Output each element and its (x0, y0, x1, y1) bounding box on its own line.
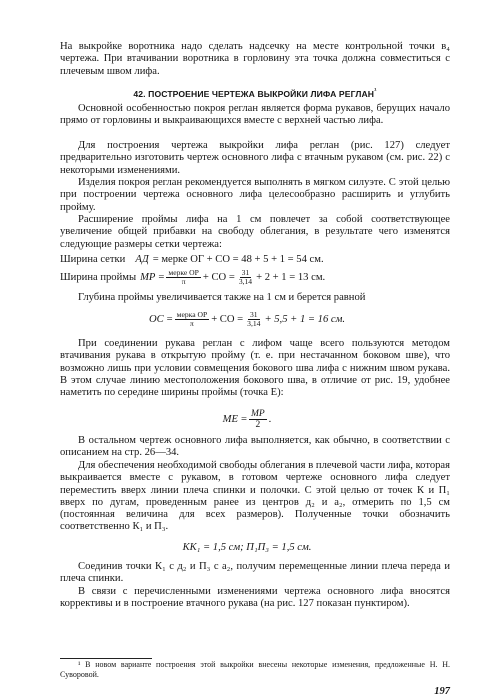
formula-rhs: + 5,5 + 1 = 16 см. (264, 313, 346, 325)
fraction-denominator: π (181, 277, 186, 286)
paragraph-remaining-drawing: В остальном чертеж основного лифа выполняется, как обычно, в соответствии с описанием на стр. 26—34. (60, 435, 450, 459)
fraction-numerator: 31 (241, 268, 250, 277)
fraction-value (245, 311, 262, 328)
formula-armhole-width (60, 269, 325, 286)
paragraph-silhouette: Изделия покроя реглан рекомендуется выполнять в мягком силуэте. С этой целью при построении чертежа основного лифа целесообразно расширить и углубить пройму. (60, 177, 450, 213)
formula-mid: + СО = (202, 271, 235, 283)
section-title: ПОСТРОЕНИЕ ЧЕРТЕЖА ВЫКРОЙКИ ЛИФА РЕГЛАН (148, 88, 375, 99)
paragraph-shoulder-move: Для обеспечения необходимой свободы облегания в плечевой части лифа, которая выкраивается вместе с рукавом, в готовом чертеже основного лифа следует переместить вверх линии плеча спинки и полочки. С этой целью от точек К и П₁ вверх по дугам, проведенным ранее из центров д₂ и а₂, отмерить по 1,5 см (постоянная величина для всех размеров). Полученные точки обозначить соответственно К₁ и П₃. (60, 460, 450, 533)
formula-armhole-depth (0, 311, 494, 328)
section-heading (60, 87, 450, 99)
fraction-denominator: 2 (255, 420, 261, 430)
footnote-mark: ¹ (374, 87, 377, 95)
formula-eq: = (158, 271, 165, 283)
paragraph-sleeve-corrections: В связи с перечисленными изменениями чертежа основного лифа вносятся коррективы и в построение втачного рукава (на рис. 127 показан пунктиром). (60, 586, 450, 610)
fraction-denominator: 3,14 (247, 319, 261, 328)
fraction-numerator: МР (250, 409, 265, 419)
fraction-numerator: мерке ОР (168, 268, 199, 277)
fraction-denominator: π (190, 319, 194, 328)
fraction-numerator: 31 (250, 310, 258, 319)
formula-points (0, 542, 494, 554)
paragraph-collar: На выкройке воротника надо сделать надсечку на месте контрольной точки в₄ чертежа. При втачивании воротника в горловину эта точка должна совместиться с плечевым швом лифа. (60, 41, 450, 77)
fraction-numerator: мерка ОР (176, 310, 208, 319)
formula-rhs: + 2 + 1 = 13 см. (256, 271, 326, 283)
page-number: 197 (434, 686, 450, 697)
formula-lhs: АД (135, 254, 149, 265)
formula-eq: = (166, 313, 173, 325)
paragraph-armhole-widening: Расширение проймы лифа на 1 см повлечет за собой соответствующее увеличение общей прибавки на свободу облегания, в результате чего изменятся следующие размеры сетки чертежа: (60, 214, 450, 250)
formula-text: КК₁ = 1,5 см; П₁П₃ = 1,5 см. (182, 542, 312, 553)
formula-rhs: . (268, 413, 272, 425)
paragraph-raglan-intro: Основной особенностью покроя реглан является форма рукавов, берущих начало прямо от горловины и выкраивающихся вместе с верхней частью лифа. (60, 103, 450, 127)
formula-mid: + СО = (211, 313, 244, 325)
formula-lhs: ОС (148, 313, 164, 325)
section-number: 42. (133, 88, 146, 99)
fraction-measure (175, 311, 210, 328)
formula-lhs: МР (140, 271, 156, 283)
formula-lead: Ширина проймы (60, 271, 137, 283)
fraction-value (237, 269, 254, 286)
formula-lead: Ширина сетки (60, 254, 126, 265)
formula-grid-width (60, 254, 324, 266)
formula-lhs: МЕ (222, 413, 238, 425)
paragraph-sleeve-joining: При соединении рукава реглан с лифом чаще всего пользуются методом втачивания рукава в открытую пройму (т. е. при нестачанном боковом шве), что возможно лишь при условии совмещения бокового шва лифа с нижним швом рукава. В этом случае линию местоположения бокового шва, в отличие от рис. 19, удобнее наметить по середине ширины проймы (точка Е): (60, 338, 450, 399)
footnote-divider (60, 658, 152, 659)
footnote: ¹ В новом варианте построения этой выкройки внесены некоторые изменения, предложенные Н. Н. Суворовой. (60, 660, 450, 679)
paragraph-armhole-depth: Глубина проймы увеличивается также на 1 см и берется равной (78, 292, 366, 303)
fraction-denominator: 3,14 (238, 277, 253, 286)
paragraph-connect-points: Соединив точки К₁ с д₂ и П₃ с а₂, получим перемещенные линии плеча переда и плеча спинки. (60, 561, 450, 585)
formula-eq: = (240, 413, 247, 425)
formula-rhs: = мерке ОГ + СО = 48 + 5 + 1 = 54 см. (152, 254, 324, 265)
paragraph-drawing-prep: Для построения чертежа выкройки лифа реглан (рис. 127) следует предварительно изготовить чертеж основного лифа с втачным рукавом (см. рис. 22) с некоторыми изменениями. (60, 140, 450, 176)
fraction-half (249, 409, 267, 430)
formula-side-seam (0, 409, 494, 430)
fraction-measure (166, 269, 200, 286)
